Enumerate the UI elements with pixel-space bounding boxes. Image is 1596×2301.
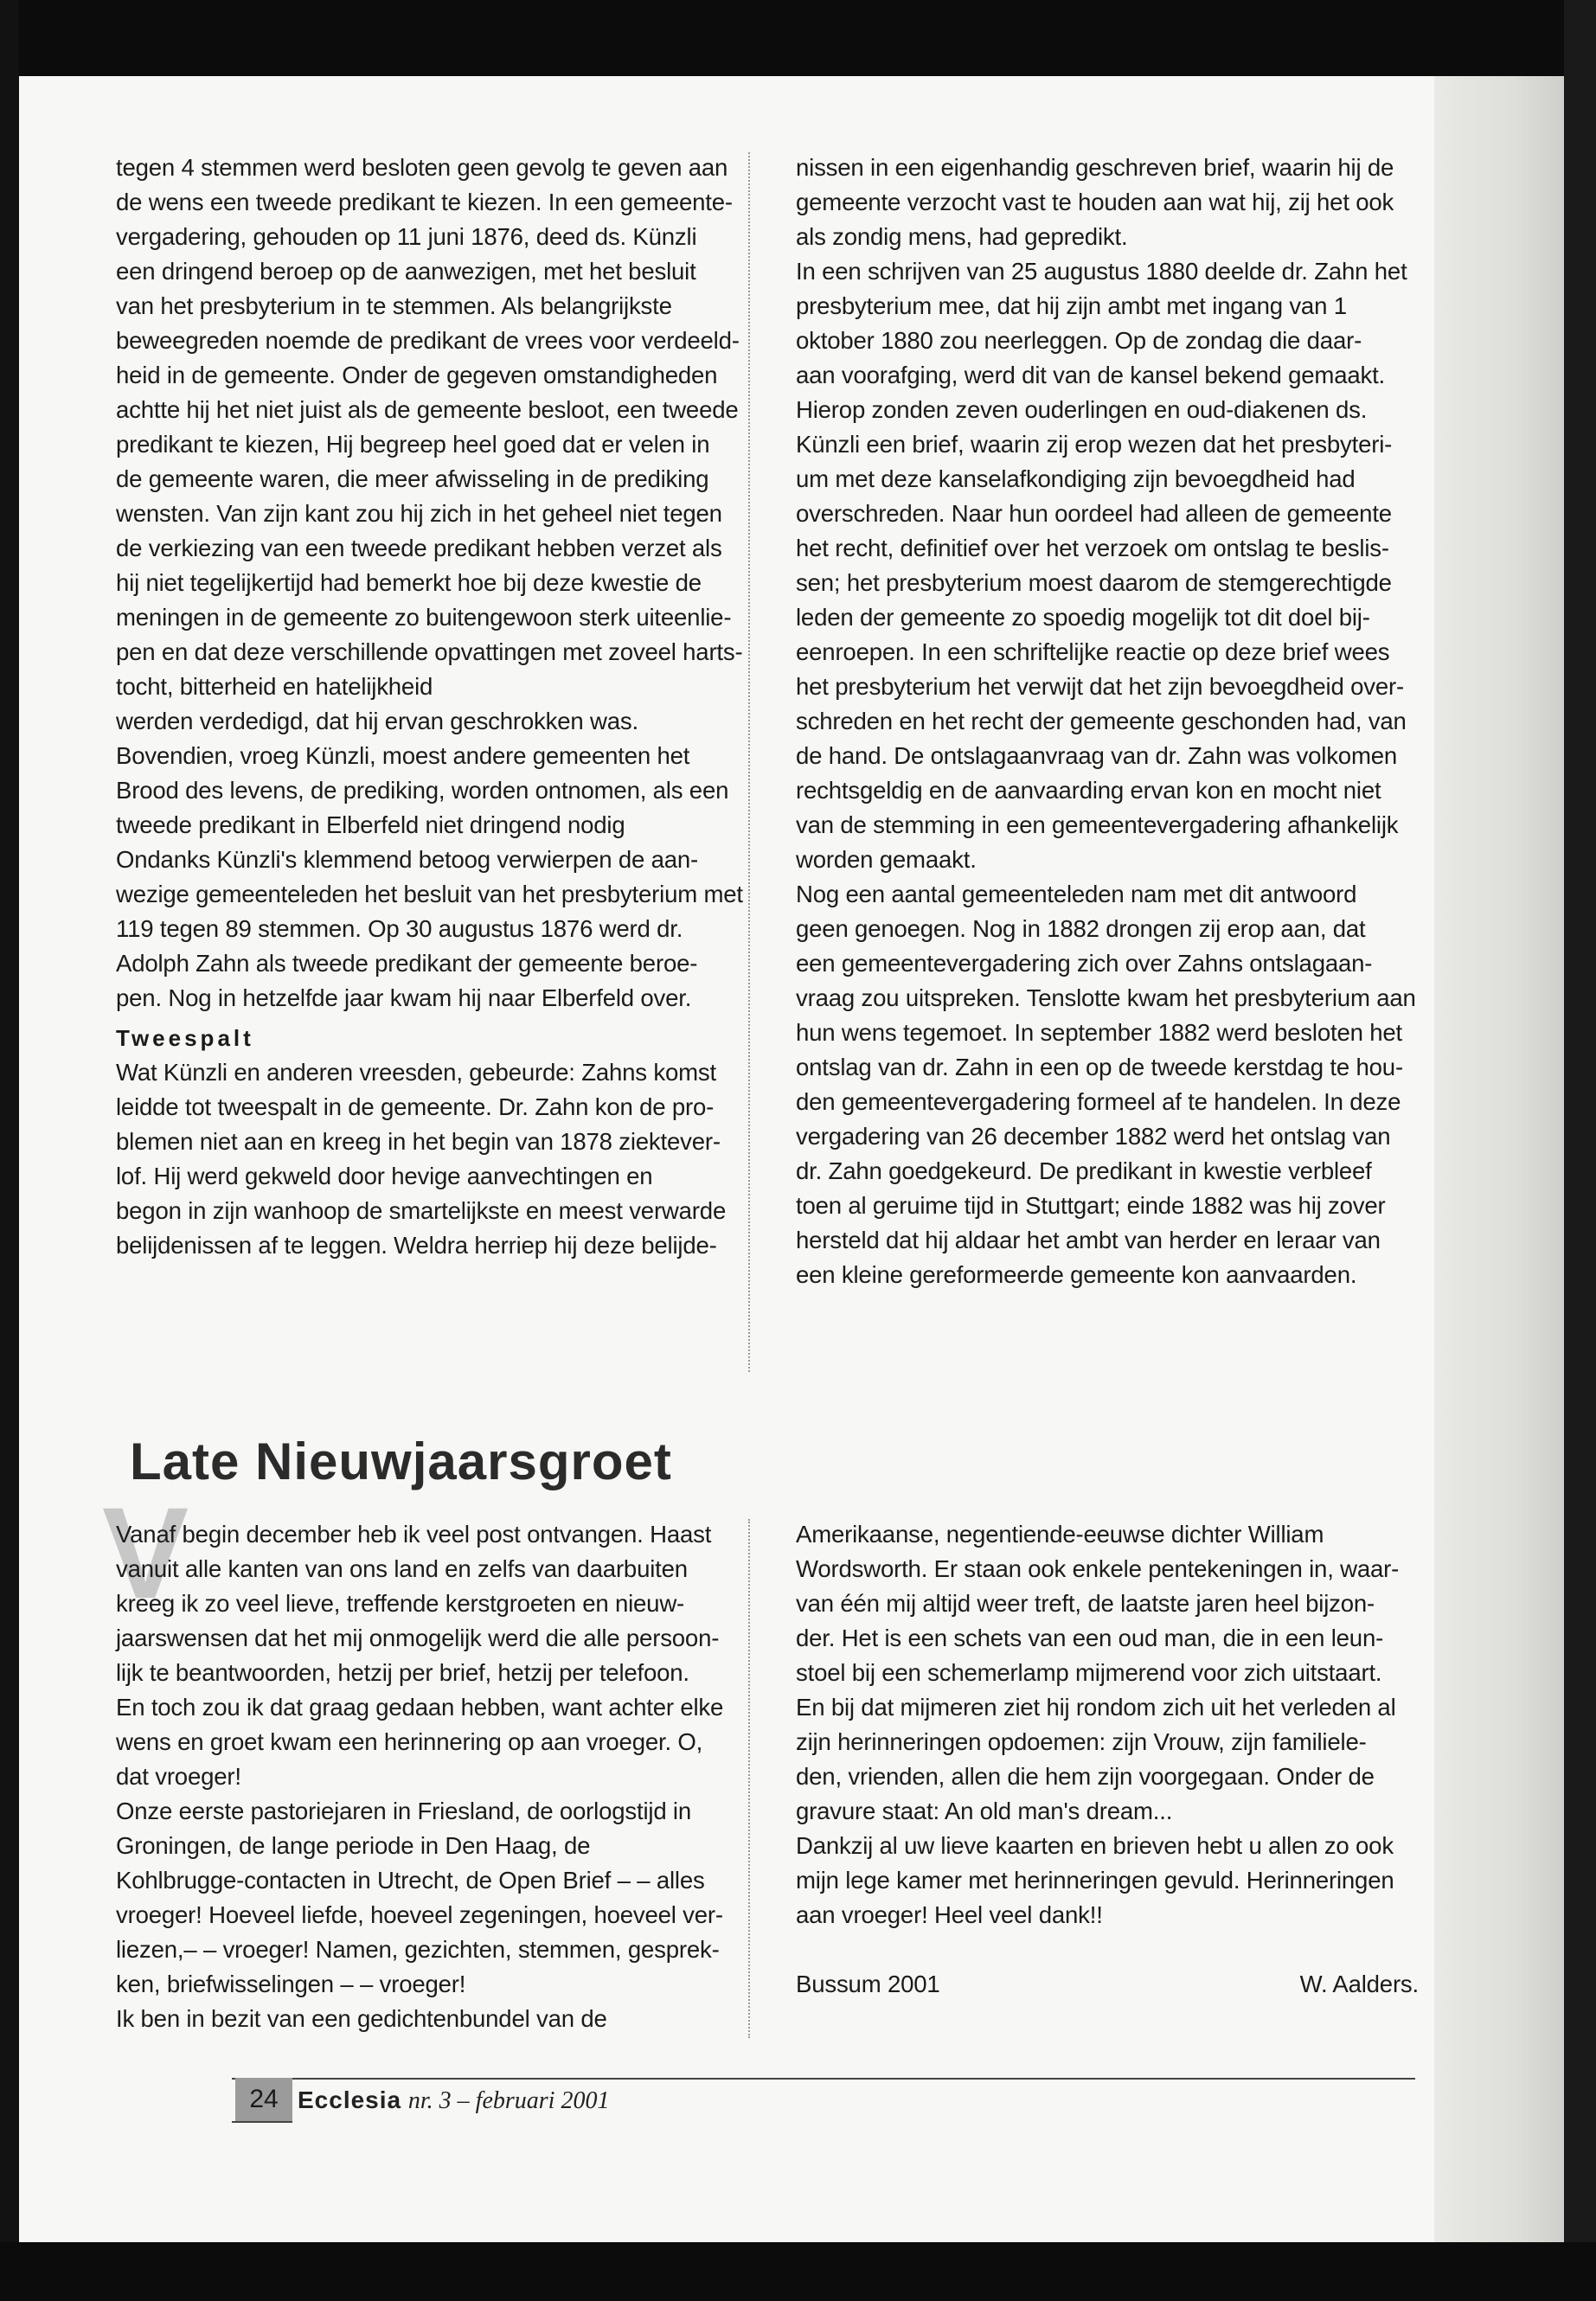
page-number: 24 [235,2078,292,2121]
text-line: schreden en het recht der gemeente geschonden had, van [796,708,1407,734]
text-line: Hierop zonden zeven ouderlingen en oud-diakenen ds. [796,396,1368,423]
article-top-left-after-lines [116,1055,773,1263]
text-line: van de stemming in een gemeentevergadering afhankelijk [796,811,1399,838]
scan-border-left [0,0,19,2301]
place-date: Bussum 2001 [796,1971,940,1997]
text-line: Ondanks Künzli's klemmend betoog verwierpen de aan- [116,846,699,873]
text-line: Ik ben in bezit van een gedichtenbundel van de [116,2005,607,2032]
article-bottom-right-lines [796,1517,1419,1932]
text-line: um met deze kanselafkondiging zijn bevoegdheid had [796,465,1356,492]
text-line: wezige gemeenteleden het besluit van het presbyterium met [116,881,743,907]
text-line: overschreden. Naar hun oordeel had alleen de gemeente [796,500,1392,527]
text-line: het recht, definitief over het verzoek om ontslag te beslis- [796,535,1389,561]
text-line: als zondig mens, had gepredikt. [796,223,1128,250]
article-bottom-left-lines [116,1517,773,2036]
scan-border-bottom [0,2242,1596,2301]
text-line: werden verdedigd, dat hij ervan geschrokken was. [116,708,638,734]
issue-info: nr. 3 – februari 2001 [407,2087,610,2114]
text-line: tegen 4 stemmen werd besloten geen gevolg te geven aan [116,154,728,181]
column-divider-top [748,152,750,1372]
text-line: Kohlbrugge-contacten in Utrecht, de Open Brief – – alles [116,1867,705,1894]
text-line: ken, briefwisselingen – – vroeger! [116,1971,466,1997]
text-line: rechtsgeldig en de aanvaarding ervan kon en mocht niet [796,777,1381,804]
text-line: Nog een aantal gemeenteleden nam met dit antwoord [796,881,1357,907]
text-line: wensten. Van zijn kant zou hij zich in het geheel niet tegen [116,500,722,527]
scan-border-right [1564,0,1596,2301]
text-line: van het presbyterium in te stemmen. Als belangrijkste [116,292,672,319]
text-line: worden gemaakt. [796,846,977,873]
text-line: Adolph Zahn als tweede predikant der gemeente beroe- [116,950,698,977]
text-line: En bij dat mijmeren ziet hij rondom zich uit het verleden al [796,1694,1396,1721]
text-line: eenroepen. In een schriftelijke reactie op deze brief wees [796,638,1390,665]
text-line: En toch zou ik dat graag gedaan hebben, want achter elke [116,1694,724,1721]
text-line: lof. Hij werd gekweld door hevige aanvechtingen en [116,1163,653,1189]
text-line: de wens een tweede predikant te kiezen. In een gemeente- [116,189,733,215]
text-line: geen genoegen. Nog in 1882 drongen zij erop aan, dat [796,915,1366,942]
text-line: aan vroeger! Heel veel dank!! [796,1901,1103,1928]
text-line: Dankzij al uw lieve kaarten en brieven hebt u allen zo ook [796,1832,1394,1859]
text-line: hersteld dat hij aldaar het ambt van herder en leraar van [796,1227,1381,1253]
text-line: dr. Zahn goedgekeurd. De predikant in kwestie verbleef [796,1157,1372,1184]
text-line: pen. Nog in hetzelfde jaar kwam hij naar Elberfeld over. [116,984,692,1011]
text-line: toen al geruime tijd in Stuttgart; einde 1882 was hij zover [796,1192,1386,1219]
text-line: heid in de gemeente. Onder de gegeven omstandigheden [116,362,718,388]
text-line: achtte hij het niet juist als de gemeente besloot, een tweede [116,396,739,423]
text-line: vergadering van 26 december 1882 werd het ontslag van [796,1123,1391,1150]
subheading-tweespalt: Tweespalt [116,1025,254,1051]
text-line: begon in zijn wanhoop de smartelijkste en meest verwarde [116,1197,727,1224]
text-line: Wordsworth. Er staan ook enkele pentekeningen in, waar- [796,1555,1400,1582]
article-bottom-left-column [116,1517,773,2036]
signature-line [796,1967,1419,2002]
text-line: belijdenissen af te leggen. Weldra herriep hij deze belijde- [116,1232,717,1259]
text-line: van één mij altijd weer treft, de laatste jaren heel bijzon- [796,1590,1375,1617]
text-line: liezen,– – vroeger! Namen, gezichten, stemmen, gesprek- [116,1936,720,1963]
text-line: der. Het is een schets van een oud man, die in een leun- [796,1625,1384,1651]
text-line: hij niet tegelijkertijd had bemerkt hoe bij deze kwestie de [116,569,702,596]
text-line: een dringend beroep op de aanwezigen, met het besluit [116,258,696,285]
article-top-left-lines [116,151,773,1016]
text-line: Groningen, de lange periode in Den Haag, de [116,1832,591,1859]
text-line: mijn lege kamer met herinneringen gevuld. Herinneringen [796,1867,1394,1894]
text-line: leden der gemeente zo spoedig mogelijk tot dit doel bij- [796,604,1370,631]
article-top-left-column [116,151,773,1263]
text-line: presbyterium mee, dat hij zijn ambt met ingang van 1 [796,292,1347,319]
article-top-right-column [796,151,1419,1292]
text-line: sen; het presbyterium moest daarom de stemgerechtigde [796,569,1392,596]
text-line: aan voorafging, werd dit van de kansel bekend gemaakt. [796,362,1386,388]
text-line: dat vroeger! [116,1763,241,1790]
text-line: den gemeentevergadering formeel af te handelen. In deze [796,1088,1401,1115]
article-title: Late Nieuwjaarsgroet [130,1433,672,1490]
text-line: vroeger! Hoeveel liefde, hoeveel zegeningen, hoeveel ver- [116,1901,723,1928]
text-line: zijn herinneringen opdoemen: zijn Vrouw, zijn familiele- [796,1728,1367,1755]
text-line: Onze eerste pastoriejaren in Friesland, de oorlogstijd in [116,1798,692,1824]
text-line: een gemeentevergadering zich over Zahns ontslagaan- [796,950,1373,977]
text-line: het presbyterium het verwijt dat het zijn bevoegdheid over- [796,673,1404,700]
text-line: de verkiezing van een tweede predikant hebben verzet als [116,535,722,561]
drop-cap: V [102,1480,189,1625]
text-line: wens en groet kwam een herinnering op aan vroeger. O, [116,1728,703,1755]
text-line: den, vrienden, allen die hem zijn voorgegaan. Onder de [796,1763,1375,1790]
text-line: blemen niet aan en kreeg in het begin van 1878 ziektever- [116,1128,721,1155]
text-line: Bovendien, vroeg Künzli, moest andere gemeenten het [116,742,690,769]
text-line: leidde tot tweespalt in de gemeente. Dr. Zahn kon de pro- [116,1093,715,1120]
article-top-right-lines [796,151,1419,1292]
text-line: lijk te beantwoorden, hetzij per brief, hetzij per telefoon. [116,1659,689,1686]
text-line: vanuit alle kanten van ons land en zelfs van daarbuiten [116,1555,688,1582]
article-bottom-right-column [796,1517,1419,2002]
text-line: vergadering, gehouden op 11 juni 1876, deed ds. Künzli [116,223,697,250]
text-line: kreeg ik zo veel lieve, treffende kerstgroeten en nieuw- [116,1590,685,1617]
text-line: vraag zou uitspreken. Tenslotte kwam het presbyterium aan [796,984,1416,1011]
footer-caption [298,2083,609,2118]
text-line: stoel bij een schemerlamp mijmerend voor zich uitstaart. [796,1659,1382,1686]
text-line: Amerikaanse, negentiende-eeuwse dichter William [796,1521,1324,1548]
text-line: een kleine gereformeerde gemeente kon aanvaarden. [796,1261,1357,1288]
text-line: jaarswensen dat het mij onmogelijk werd die alle persoon- [116,1625,720,1651]
text-line: gravure staat: An old man's dream... [796,1798,1173,1824]
text-line: de hand. De ontslagaanvraag van dr. Zahn was volkomen [796,742,1398,769]
text-line: In een schrijven van 25 augustus 1880 deelde dr. Zahn het [796,258,1407,285]
text-line: beweegreden noemde de predikant de vrees voor verdeeld- [116,327,740,354]
scan-border-top [0,0,1596,76]
page-spine-shadow [1434,76,1564,2242]
text-line: Wat Künzli en anderen vreesden, gebeurde: Zahns komst [116,1059,716,1086]
text-line: tocht, bitterheid en hatelijkheid [116,673,433,700]
author-name: W. Aalders. [1299,1971,1419,1997]
text-line: oktober 1880 zou neerleggen. Op de zondag die daar- [796,327,1362,354]
text-line: meningen in de gemeente zo buitengewoon sterk uiteenlie- [116,604,732,631]
text-line: Vanaf begin december heb ik veel post ontvangen. Haast [116,1521,712,1548]
magazine-name: Ecclesia [298,2086,402,2113]
footer-rule [232,2078,1415,2080]
text-line: Künzli een brief, waarin zij erop wezen dat het presbyteri- [796,431,1393,458]
text-line: predikant te kiezen, Hij begreep heel goed dat er velen in [116,431,710,458]
text-line: pen en dat deze verschillende opvattingen met zoveel harts- [116,638,743,665]
text-line: gemeente verzocht vast te houden aan wat hij, zij het ook [796,189,1394,215]
text-line: ontslag van dr. Zahn in een op de tweede kerstdag te hou- [796,1054,1403,1080]
text-line: de gemeente waren, die meer afwisseling in de prediking [116,465,709,492]
text-line: 119 tegen 89 stemmen. Op 30 augustus 1876 werd dr. [116,915,683,942]
footer-rule-short [232,2121,292,2123]
text-line: nissen in een eigenhandig geschreven brief, waarin hij de [796,154,1394,181]
text-line: Brood des levens, de prediking, worden ontnomen, als een [116,777,729,804]
text-line: hun wens tegemoet. In september 1882 werd besloten het [796,1019,1402,1046]
text-line: tweede predikant in Elberfeld niet dringend nodig [116,811,625,838]
